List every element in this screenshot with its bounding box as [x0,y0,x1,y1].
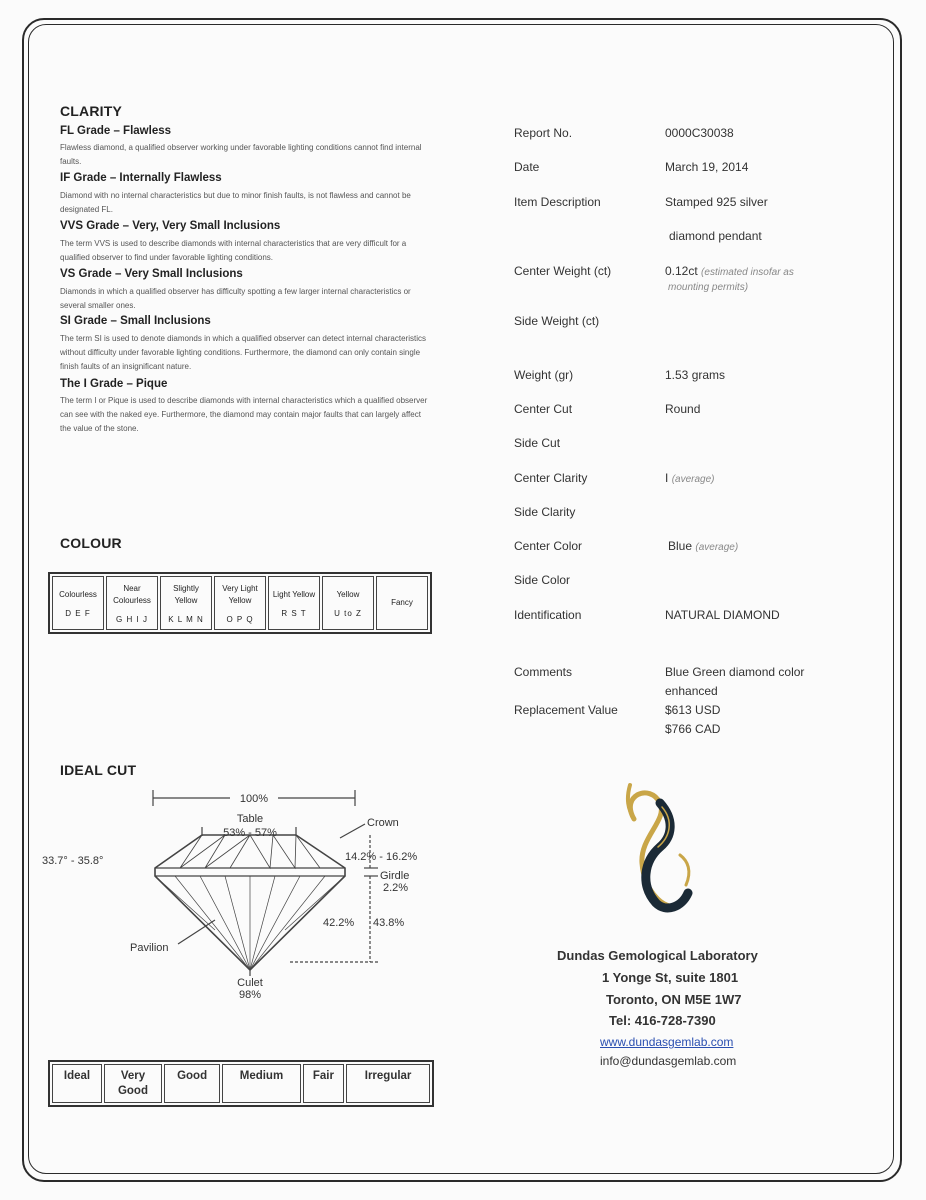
clarity-vs-title: VS Grade – Very Small Inclusions [60,268,243,280]
crown-facets-right [250,835,320,868]
diamond-proportions-diagram [40,780,440,1005]
colour-cell [160,576,212,630]
comments-value: Blue Green diamond color [665,665,805,679]
lab-address-line1: 1 Yonge St, suite 1801 [602,970,739,985]
weight-label: Weight (gr) [514,368,574,382]
side-clarity-label: Side Clarity [514,505,576,519]
pavilion-label: Pavilion [130,942,169,954]
report-no-label: Report No. [514,126,573,140]
date-value: March 19, 2014 [665,160,749,174]
center-color-row [668,539,738,553]
colour-cell-letters: K L M N [168,614,204,624]
clarity-fl-title: FL Grade – Flawless [60,125,172,137]
table-range-label: 53% - 57% [223,827,277,839]
crown-pointer [340,824,365,838]
colour-cell-name: Slightly Yellow [173,583,199,605]
colour-cell [106,576,158,630]
colour-cell-letters: O P Q [226,614,254,624]
clarity-if-desc: Diamond with no internal characteristics but due to minor finish faults, is not flawless and cannot be designated FL. [60,191,411,214]
cut-grade-cell: Irregular [346,1064,430,1103]
item-description-value: Stamped 925 silver [665,195,768,209]
colour-cell-name: Fancy [391,598,413,607]
clarity-heading: CLARITY [60,103,123,119]
replacement-value-label: Replacement Value [514,703,618,717]
side-cut-label: Side Cut [514,436,561,450]
date-label: Date [514,160,540,174]
center-color-label: Center Color [514,539,583,553]
weight-value: 1.53 grams [665,368,726,382]
crown-angle-label: 33.7° - 35.8° [42,855,104,867]
center-weight-note-line2: mounting permits) [668,282,749,293]
colour-scale-table [48,572,432,634]
center-clarity-label: Center Clarity [514,471,588,485]
total-depth-label: 43.8% [373,917,405,929]
center-clarity-row [665,471,715,485]
center-cut-label: Center Cut [514,402,573,416]
cut-grade-cell: Very Good [104,1064,162,1103]
clarity-i-desc: The term I or Pique is used to describe diamonds with internal characteristics which a qualified observer can see with the naked eye. Furthermore, the diamond may contain major faults that can largely affect the value of the stone. [60,396,428,433]
clarity-vvs-desc: The term VVS is used to describe diamonds with internal characteristics that are very difficult for a qualified observer to find under favorable lighting conditions. [60,239,407,262]
pavilion-facets [155,876,345,970]
center-weight-row [665,264,794,278]
center-weight-value: 0.12ct [665,264,698,278]
colour-cell [322,576,374,630]
cut-grade-table [48,1060,434,1107]
crown-label: Crown [367,817,399,829]
colour-cell-name: Colourless [59,589,97,599]
cut-grade-cell: Ideal [52,1064,102,1103]
cut-grade-cell: Good [164,1064,220,1103]
colour-cell-letters: D E F [65,608,91,618]
colour-heading: COLOUR [60,535,122,551]
pavilion-depth-label: 42.2% [323,917,355,929]
center-clarity-value: I [665,471,669,485]
center-clarity-note: (average) [671,474,715,485]
cut-grade-cell: Fair [303,1064,344,1103]
identification-value: NATURAL DIAMOND [665,608,780,622]
crown-facets-left [180,835,250,868]
replacement-value-cad: $766 CAD [665,722,721,736]
culet-label: Culet [237,977,263,989]
girdle-label: Girdle [380,870,410,882]
colour-cell [376,576,428,630]
comments-value-line2: enhanced [665,684,718,698]
clarity-si-desc: The term SI is used to denote diamonds in which a qualified observer can detect internal characteristics without difficulty under favorable lighting conditions. Furthermore, the diamond can only contain single finish faults of an insignificant nature. [60,334,426,371]
colour-cell [52,576,104,630]
width-label: 100% [239,793,269,805]
pendant-photo [600,775,720,925]
colour-cell-letters: U to Z [334,608,362,618]
lab-name: Dundas Gemological Laboratory [557,948,758,963]
report-no-value: 0000C30038 [665,126,734,140]
colour-cell-letters: G H I J [116,614,148,624]
colour-cell-name: Near Colourless [113,583,151,605]
girdle-pct-label: 2.2% [383,882,409,894]
lab-phone: Tel: 416-728-7390 [609,1013,716,1028]
pavilion-pointer [178,920,215,944]
item-description-value-line2: diamond pendant [669,229,762,243]
center-color-note: (average) [695,542,739,553]
clarity-i-title: The I Grade – Pique [60,378,168,390]
side-color-label: Side Color [514,573,571,587]
center-weight-note: (estimated insofar as [701,267,794,278]
clarity-fl-desc: Flawless diamond, a qualified observer working under favorable lighting conditions cannot find internal faults. [60,143,422,166]
clarity-vvs-title: VVS Grade – Very, Very Small Inclusions [60,220,281,232]
comments-label: Comments [514,665,573,679]
colour-cell-name: Light Yellow [272,589,316,599]
lab-email[interactable]: info@dundasgemlab.com [600,1054,737,1068]
culet-pct-label: 98% [238,989,262,1001]
cut-grade-cell: Medium [222,1064,300,1103]
lab-address-line2: Toronto, ON M5E 1W7 [606,992,742,1007]
lab-website-link[interactable]: www.dundasgemlab.com [600,1035,734,1049]
clarity-if-title: IF Grade – Internally Flawless [60,172,222,184]
identification-label: Identification [514,608,582,622]
center-weight-label: Center Weight (ct) [514,264,612,278]
table-label: Table [236,813,264,825]
colour-cell [268,576,320,630]
crown-height-label: 14.2% - 16.2% [345,851,418,863]
colour-cell-name: Very Light Yellow [222,583,258,605]
item-description-label: Item Description [514,195,601,209]
side-weight-label: Side Weight (ct) [514,314,600,328]
center-cut-value: Round [665,402,701,416]
colour-cell-letters: R S T [281,608,307,618]
replacement-value-usd: $613 USD [665,703,721,717]
colour-cell [214,576,266,630]
clarity-vs-desc: Diamonds in which a qualified observer has difficulty spotting a few larger internal characteristics or several smaller ones. [60,287,411,310]
colour-cell-name: Yellow [336,589,360,599]
ideal-cut-heading: IDEAL CUT [60,762,137,778]
center-color-value: Blue [668,539,693,553]
clarity-si-title: SI Grade – Small Inclusions [60,315,211,327]
